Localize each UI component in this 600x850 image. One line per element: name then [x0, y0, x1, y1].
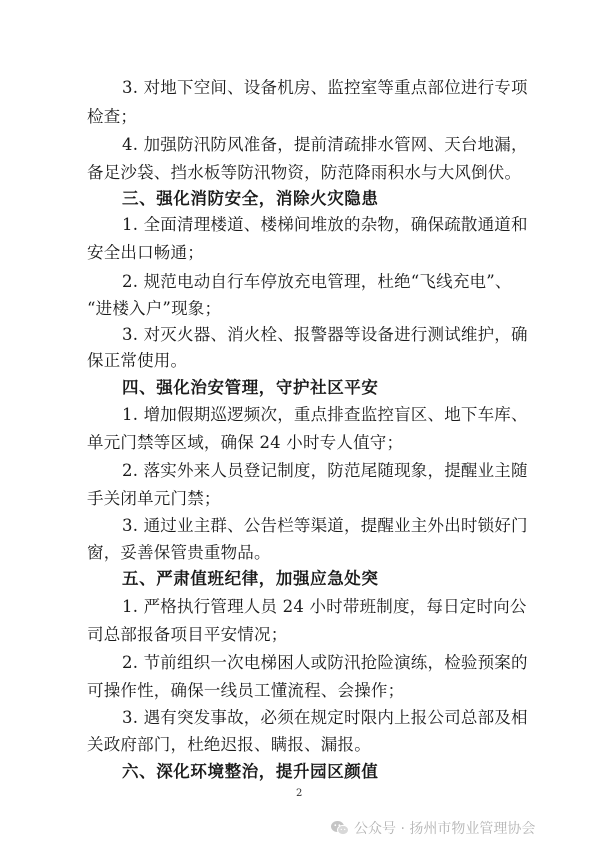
page-number: 2 [296, 788, 303, 799]
item-incident-reporting-line2: 关政府部门，杜绝迟报、瞒报、漏报。 [87, 735, 371, 754]
item-emergency-drill-line1: 2. 节前组织一次电梯困人或防汛抢险演练，检验预案的 [122, 653, 528, 672]
watermark [330, 818, 535, 838]
item-flood-prevention-line1: 4. 加强防汛防风准备，提前清疏排水管网、天台地漏， [122, 135, 528, 154]
section-heading-fire-safety: 三、强化消防安全，消除火灾隐患 [122, 189, 379, 208]
item-owner-reminders-line2: 窗，妥善保管贵重物品。 [87, 543, 271, 562]
item-owner-reminders-line1: 3. 通过业主群、公告栏等渠道，提醒业主外出时锁好门 [122, 516, 528, 535]
item-duty-system-line1: 1. 严格执行管理人员 24 小时带班制度，每日定时向公 [122, 597, 527, 616]
watermark-text: 公众号 · 扬州市物业管理协会 [354, 821, 536, 837]
section-heading-duty-discipline: 五、严肃值班纪律，加强应急处突 [122, 569, 379, 588]
item-fire-equipment-line1: 3. 对灭火器、消火栓、报警器等设备进行测试维护，确 [122, 325, 528, 344]
item-emergency-drill-line2: 可操作性，确保一线员工懂流程、会操作； [87, 681, 405, 700]
item-ebike-charging-line1: 2. 规范电动自行车停放充电管理，杜绝“飞线充电”、 [122, 272, 512, 291]
item-fire-equipment-line2: 保正常使用。 [87, 351, 188, 370]
section-heading-environment: 六、深化环境整治，提升园区颜值 [122, 762, 379, 781]
item-clear-corridors-line2: 安全出口畅通； [87, 243, 204, 262]
item-ebike-charging-line2: “进楼入户”现象； [87, 299, 222, 318]
item-flood-prevention-line2: 备足沙袋、挡水板等防汛物资，防范降雨积水与大风倒伏。 [87, 163, 522, 182]
item-visitor-registration-line2: 手关闭单元门禁； [87, 489, 221, 508]
item-visitor-registration-line1: 2. 落实外来人员登记制度，防范尾随现象，提醒业主随 [122, 461, 528, 480]
item-underground-inspection-line1: 3. 对地下空间、设备机房、监控室等重点部位进行专项 [122, 78, 528, 97]
item-underground-inspection-line2: 检查； [87, 107, 138, 126]
item-patrols-line2: 单元门禁等区域，确保 24 小时专人值守； [87, 433, 404, 452]
item-clear-corridors-line1: 1. 全面清理楼道、楼梯间堆放的杂物，确保疏散通道和 [122, 215, 528, 234]
item-duty-system-line2: 司总部报备项目平安情况； [87, 625, 288, 644]
section-heading-security: 四、强化治安管理，守护社区平安 [122, 378, 379, 397]
wechat-icon [330, 820, 350, 836]
item-incident-reporting-line1: 3. 遇有突发事故，必须在规定时限内上报公司总部及相 [122, 708, 528, 727]
item-patrols-line1: 1. 增加假期巡逻频次，重点排查监控盲区、地下车库、 [122, 405, 528, 424]
